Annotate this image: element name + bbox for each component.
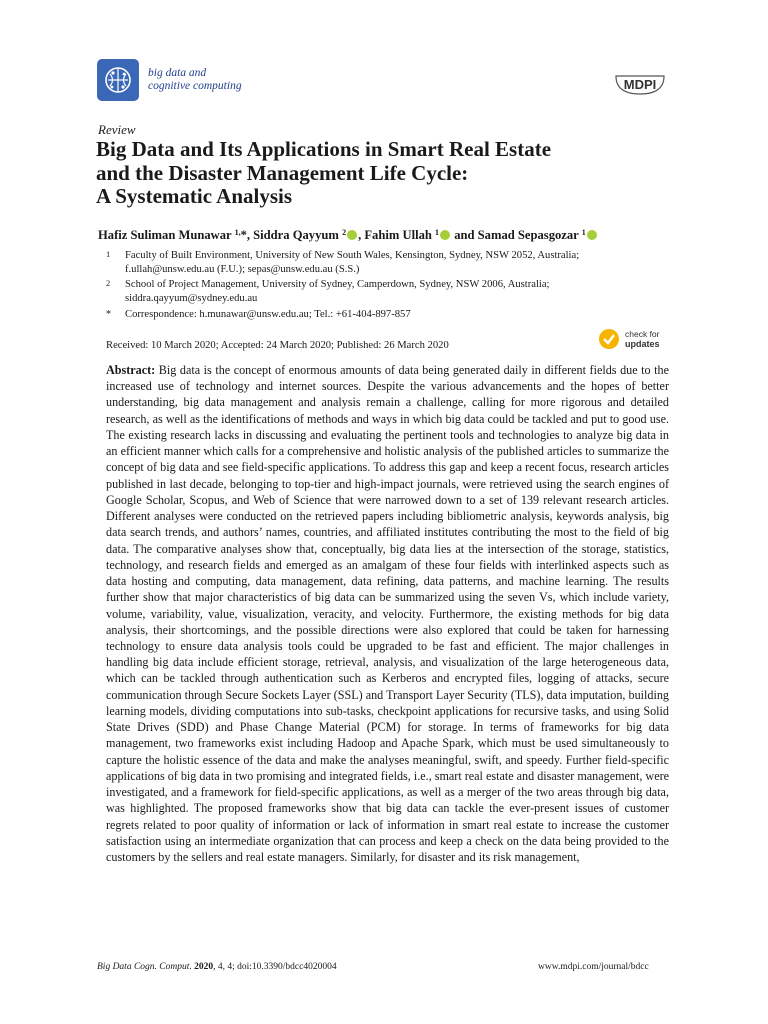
citation-footer: Big Data Cogn. Comput. 2020, 4, 4; doi:10.3390/bdcc4020004 [97,962,337,972]
author-name: Samad Sepasgozar [477,228,579,242]
brain-icon [97,59,139,101]
mdpi-logo [612,72,668,98]
orcid-icon[interactable] [587,230,597,240]
author-affiliation-mark: 2 [342,228,347,237]
abstract-text: Big data is the concept of enormous amounts of data being generated daily in different fields due to the increased use of technology and internet sources. Despite the various advancements and the hopes of better understanding, big data management and analysis remain a challenge, calling for more rigorous and detailed research, as well as the identifications of methods and ways in which big data could be tackled and put to good use. The existing research lacks in discussing and evaluating the pertinent tools and technologies to analyze big data in an efficient manner which calls for a comprehensive and holistic analysis of the published articles to summarize the concept of big data and see field-specific applications. To address this gap and keep a recent focus, research articles published in last decade, belonging to top-tier and high-impact journals, were retrieved using the search engines of Google Scholar, Scopus, and Web of Science that were narrowed down to a set of 139 relevant research articles. Different analyses were conducted on the retrieved papers including bibliometric analysis, keywords analysis, big data search trends, and authors’ names, countries, and affiliated institutes contributing the most to the field of big data. The comparative analyses show that, conceptually, big data lies at the intersection of the storage, statistics, technology, and research fields and emerged as an amalgam of these four fields with interlinked aspects such as data hosting and computing, data management, data refining, data patterns, and machine learning. The results further show that major characteristics of big data can be summarized using the seven Vs, which include variety, volume, variability, value, visualization, veracity, and velocity. Furthermore, the existing methods for big data analysis, their shortcomings, and the possible directions were also explored that could be taken for harnessing technology to ensure data analysis tools could be upgraded to be fast and efficient. The major challenges in handling big data include efficient storage, retrieval, analysis, and visualization of the large heterogeneous data, which can be tackled through authentication such as Kerberos and encrypted files, logging of attacks, secure communication through Secure Sockets Layer (SSL) and Transport Layer Security (TLS), data imputation, building learning models, dividing computations into sub-tasks, checkpoint applications for recursive tasks, and using Solid State Drives (SDD) and Phase Change Material (PCM) for storage. In terms of frameworks for big data management, two frameworks exist including Hadoop and Apache Spark, which must be used simultaneously to capture the holistic essence of the data and make the analyses meaningful, swift, and speedy. Further field-specific applications of big data in two promising and integrated fields, i.e., smart real estate and disaster management, were investigated, and a framework for field-specific applications, as well as a merger of the two areas through big data, was highlighted. The proposed frameworks show that big data can tackle the ever-present issues of customer regrets related to poor quality of information or lack of information in smart real estate to increase the customer satisfaction using an intermediate organization that can process and keep a check on the data being provided to the customers by the sellers and real estate managers. Similarly, for disaster and its risk management, [106,363,670,865]
article-title: Big Data and Its Applications in Smart Real Estate and the Disaster Management Life Cycle: A Systematic Analysis [96,137,552,208]
journal-name: big data and cognitive computing [148,67,242,92]
check-for-updates-badge[interactable]: check for updates [598,328,678,354]
abstract-label: Abstract: [106,363,156,377]
author-name: Hafiz Suliman Munawar [98,228,232,242]
check-updates-icon [598,328,620,350]
journal-url[interactable]: www.mdpi.com/journal/bdcc [538,962,649,972]
author-affiliation-mark: 1 [435,228,440,237]
author-affiliation-mark: 1, [234,228,241,237]
corresponding-mark: * [240,228,247,242]
orcid-icon[interactable] [440,230,450,240]
mdpi-wordmark: MDPI [623,77,657,92]
author-list: Hafiz Suliman Munawar $^{1,}$*, Siddra Qayyum $^2$ , Fahim Ullah $^1$ and Samad Sepasgozar $^1$ [98,228,598,243]
author-name: Siddra Qayyum [253,228,339,242]
journal-logo [97,59,139,101]
author-name: Fahim Ullah [364,228,432,242]
publication-dates: Received: 10 March 2020; Accepted: 24 March 2020; Published: 26 March 2020 [106,340,449,351]
orcid-icon[interactable] [347,230,357,240]
article-type: Review [98,122,136,137]
author-affiliation-mark: 1 [581,228,586,237]
abstract [106,362,669,865]
